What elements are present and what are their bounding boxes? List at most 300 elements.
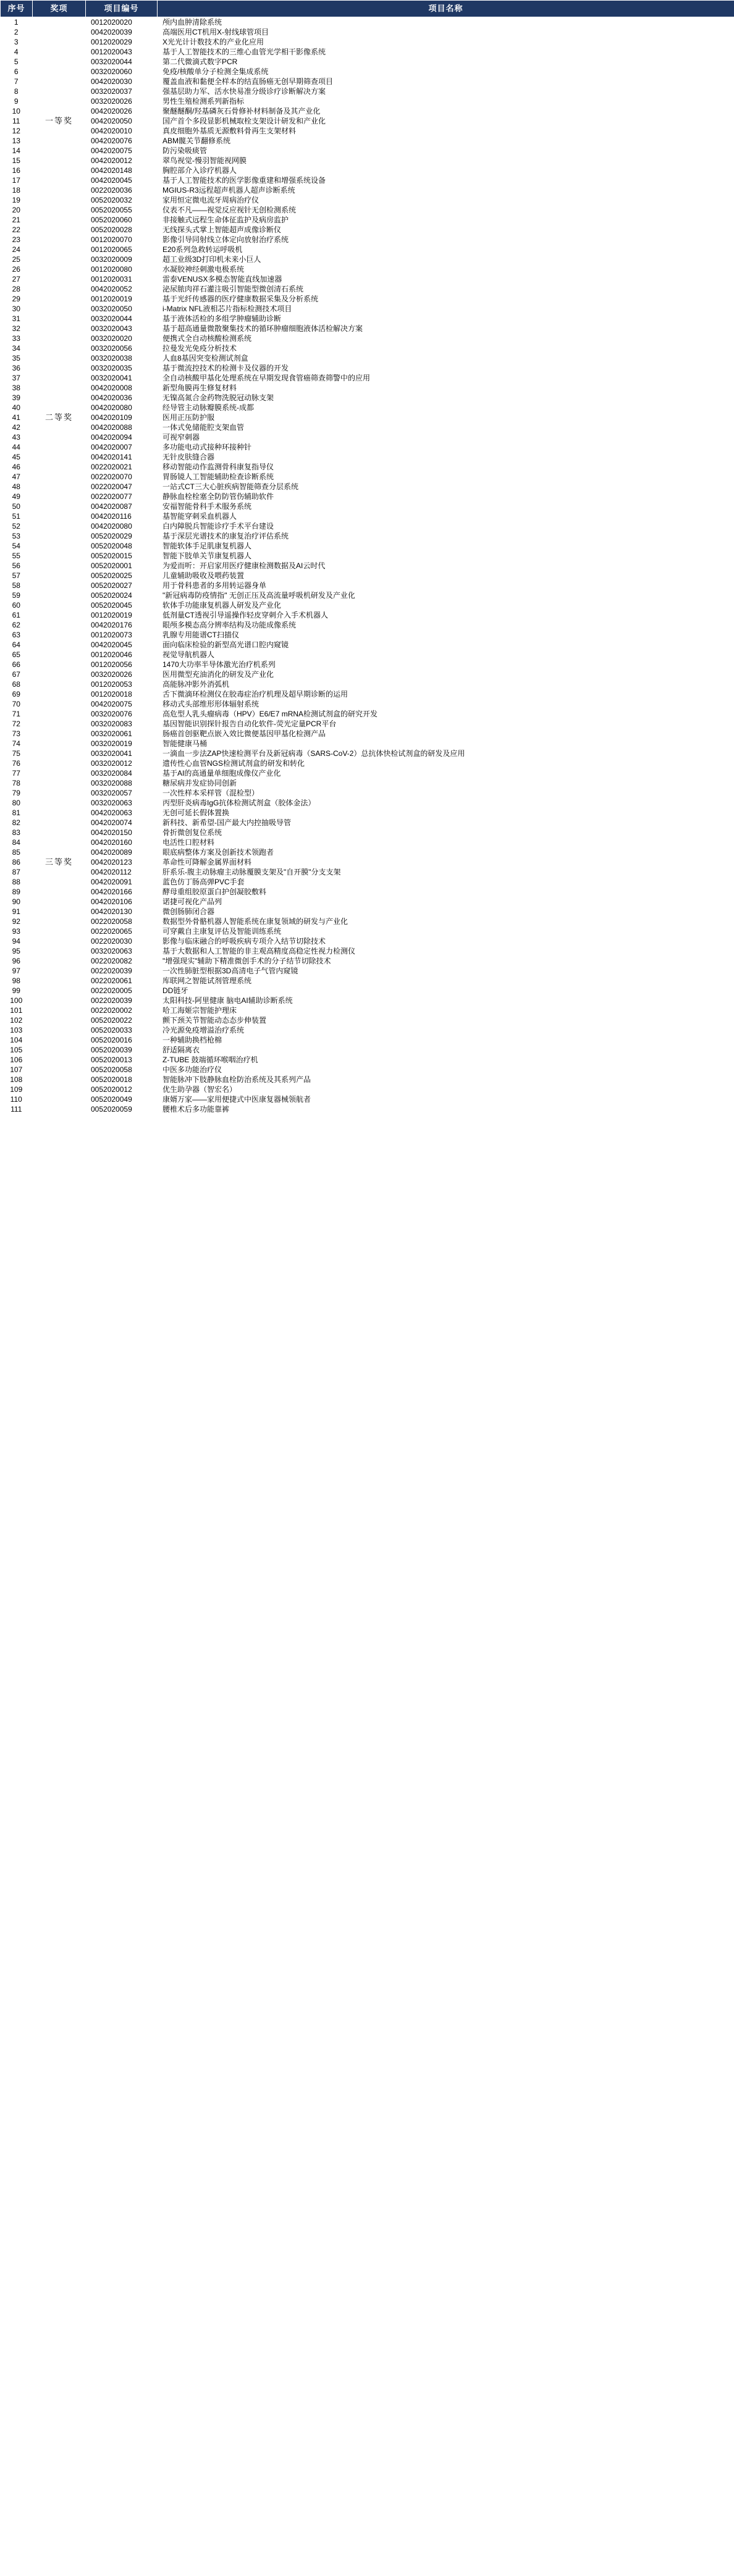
cell-project-name: 非接触式远程生命体征监护及病房监护: [158, 215, 734, 225]
cell-project-name: 雷泰VENUSX多模态智能直线加速器: [158, 274, 734, 284]
cell-project-code: 0012020020: [86, 17, 158, 28]
cell-index: 104: [1, 1035, 33, 1045]
cell-project-code: 0042020045: [86, 175, 158, 185]
cell-project-name: E20系列急救转运呼吸机: [158, 245, 734, 254]
cell-project-code: 0032020056: [86, 343, 158, 353]
cell-project-code: 0052020033: [86, 1025, 158, 1035]
cell-index: 54: [1, 541, 33, 551]
cell-index: 72: [1, 719, 33, 729]
table-row: [1, 729, 734, 739]
cell-project-name: 一种辅助换档枪棉: [158, 1035, 734, 1045]
cell-project-code: 0012020073: [86, 630, 158, 640]
cell-project-code: 0042020052: [86, 284, 158, 294]
cell-index: 56: [1, 561, 33, 571]
cell-project-name: 真皮细胞外基质无源敷料骨再生支架材料: [158, 126, 734, 136]
cell-project-name: 经导管主动脉瓣膜系统-成都: [158, 403, 734, 413]
cell-project-code: 0042020030: [86, 77, 158, 86]
cell-project-name: 高能脉冲影外消弧机: [158, 679, 734, 689]
table-row: [1, 551, 734, 561]
cell-index: 110: [1, 1094, 33, 1104]
cell-project-code: 0052020045: [86, 600, 158, 610]
cell-project-code: 0052020049: [86, 1094, 158, 1104]
cell-project-name: ABM髋关节翻修系统: [158, 136, 734, 146]
cell-index: 82: [1, 818, 33, 828]
award-table: [0, 0, 734, 1114]
table-row: [1, 334, 734, 343]
cell-project-name: 革命性可降解金属界面材料: [158, 857, 734, 867]
cell-index: 32: [1, 324, 33, 334]
cell-index: 7: [1, 77, 33, 86]
cell-index: 93: [1, 926, 33, 936]
cell-project-name: 安福智能骨科手术服务系统: [158, 501, 734, 511]
cell-project-code: 0042020008: [86, 383, 158, 393]
cell-project-code: 0042020036: [86, 393, 158, 403]
cell-project-code: 0042020088: [86, 422, 158, 432]
table-row: [1, 442, 734, 452]
table-row: [1, 185, 734, 195]
cell-project-code: 0032020041: [86, 373, 158, 383]
table-row: [1, 195, 734, 205]
cell-index: 89: [1, 887, 33, 897]
cell-project-code: 0022020039: [86, 996, 158, 1005]
cell-project-name: 糖尿病并发症协同创新: [158, 778, 734, 788]
cell-project-code: 0052020024: [86, 590, 158, 600]
cell-project-code: 0042020106: [86, 897, 158, 907]
cell-project-name: 家用恒定微电流牙周病治疗仪: [158, 195, 734, 205]
cell-project-code: 0052020013: [86, 1055, 158, 1065]
cell-index: 41: [1, 413, 33, 422]
cell-index: 96: [1, 956, 33, 966]
cell-project-code: 0032020009: [86, 254, 158, 264]
table-row: [1, 669, 734, 679]
cell-project-name: 基智能穿刺采血机器人: [158, 511, 734, 521]
table-row: [1, 373, 734, 383]
table-row: [1, 917, 734, 926]
cell-project-code: 0042020109: [86, 413, 158, 422]
table-row: [1, 343, 734, 353]
cell-project-name: 胸腔部介入诊疗机器人: [158, 166, 734, 175]
table-row: [1, 739, 734, 749]
cell-project-name: 白内障脱兵智能诊疗手术平台建设: [158, 521, 734, 531]
table-row: [1, 1025, 734, 1035]
table-row: [1, 986, 734, 996]
cell-project-name: 库联网之智能试剂管理系统: [158, 976, 734, 986]
cell-project-code: 0052020015: [86, 551, 158, 561]
cell-index: 86: [1, 857, 33, 867]
cell-project-name: 高端医用CT机用X-射线球管项目: [158, 27, 734, 37]
table-row: [1, 126, 734, 136]
cell-index: 63: [1, 630, 33, 640]
cell-project-name: 舒适隔离衣: [158, 1045, 734, 1055]
table-row: [1, 432, 734, 442]
table-row: [1, 77, 734, 86]
cell-project-code: 0042020075: [86, 699, 158, 709]
table-row: [1, 1094, 734, 1104]
table-row: [1, 630, 734, 640]
cell-index: 81: [1, 808, 33, 818]
cell-project-name: 骨折微创复位系统: [158, 828, 734, 837]
cell-project-name: 国产首个多段显影机械取栓支架设计研发和产业化: [158, 116, 734, 126]
cell-project-code: 0022020061: [86, 976, 158, 986]
cell-project-code: 0042020166: [86, 887, 158, 897]
cell-index: 80: [1, 798, 33, 808]
cell-project-code: 0052020055: [86, 205, 158, 215]
cell-project-code: 0042020160: [86, 837, 158, 847]
cell-index: 8: [1, 86, 33, 96]
cell-project-name: 水凝胶神经刺激电极系统: [158, 264, 734, 274]
table-header: [1, 1, 734, 17]
cell-project-name: 为爱而听：开启家用医疗健康检测数据及AI云时代: [158, 561, 734, 571]
cell-project-name: 基于光纤传感器的医疗健康数据采集及分析系统: [158, 294, 734, 304]
table-row: [1, 422, 734, 432]
cell-project-name: 哈工海姬宗智能护理床: [158, 1005, 734, 1015]
cell-index: 19: [1, 195, 33, 205]
cell-project-name: 康婿万家——家用便捷式中医康复器械领航者: [158, 1094, 734, 1104]
cell-prize-group: 二等奖: [33, 225, 86, 610]
cell-project-name: 翠鸟视觉-慢羽智能视网膜: [158, 156, 734, 166]
cell-index: 50: [1, 501, 33, 511]
cell-project-code: 0052020022: [86, 1015, 158, 1025]
cell-index: 14: [1, 146, 33, 156]
cell-project-code: 0022020065: [86, 926, 158, 936]
table-row: [1, 482, 734, 492]
cell-project-name: Z-TUBE 鼓端循环喉咽治疗机: [158, 1055, 734, 1065]
table-row: [1, 1015, 734, 1025]
cell-project-code: 0052020025: [86, 571, 158, 581]
cell-index: 6: [1, 67, 33, 77]
table-row: [1, 1075, 734, 1085]
cell-project-name: 一站式CT三大心脏疾病智能筛查分层系统: [158, 482, 734, 492]
cell-index: 30: [1, 304, 33, 314]
table-row: [1, 116, 734, 126]
column-header-code: 项目编号: [86, 1, 158, 17]
cell-project-name: 新型角膜再生修复材料: [158, 383, 734, 393]
cell-project-code: 0012020019: [86, 610, 158, 620]
cell-index: 26: [1, 264, 33, 274]
table-row: [1, 561, 734, 571]
table-row: [1, 1045, 734, 1055]
cell-project-name: 医用正压防护服: [158, 413, 734, 422]
cell-index: 13: [1, 136, 33, 146]
cell-project-name: 影像引导同射线立体定向放射治疗系统: [158, 235, 734, 245]
table-row: [1, 284, 734, 294]
cell-index: 64: [1, 640, 33, 650]
table-row: [1, 254, 734, 264]
cell-index: 74: [1, 739, 33, 749]
cell-project-code: 0022020082: [86, 956, 158, 966]
cell-project-code: 0042020080: [86, 403, 158, 413]
table-row: [1, 768, 734, 778]
table-row: [1, 788, 734, 798]
cell-index: 17: [1, 175, 33, 185]
cell-project-name: 全自动核酸甲基化处理系统在早期发现食管癌筛查筛警中的应用: [158, 373, 734, 383]
cell-project-name: "新冠病毒防疫情指" 无创正压及高流量呼吸机研发及产业化: [158, 590, 734, 600]
cell-project-name: 眼颅多模态高分辨率结构及功能成像系统: [158, 620, 734, 630]
cell-index: 47: [1, 472, 33, 482]
cell-index: 109: [1, 1085, 33, 1094]
table-row: [1, 818, 734, 828]
cell-index: 101: [1, 1005, 33, 1015]
table-row: [1, 650, 734, 660]
cell-project-code: 0032020044: [86, 314, 158, 324]
table-row: [1, 867, 734, 877]
table-row: [1, 689, 734, 699]
cell-index: 87: [1, 867, 33, 877]
cell-project-code: 0042020116: [86, 511, 158, 521]
table-row: [1, 758, 734, 768]
cell-project-code: 0042020012: [86, 156, 158, 166]
cell-project-code: 0042020150: [86, 828, 158, 837]
table-row: [1, 1085, 734, 1094]
table-row: [1, 17, 734, 28]
table-row: [1, 581, 734, 590]
cell-index: 24: [1, 245, 33, 254]
cell-index: 38: [1, 383, 33, 393]
cell-index: 40: [1, 403, 33, 413]
cell-project-name: 智能脉冲下肢静脉血栓防治系统及其系列产品: [158, 1075, 734, 1085]
cell-project-name: 人血8基因突变检测试剂盒: [158, 353, 734, 363]
cell-index: 98: [1, 976, 33, 986]
table-row: [1, 828, 734, 837]
cell-project-code: 0032020026: [86, 669, 158, 679]
cell-project-code: 0042020010: [86, 126, 158, 136]
cell-index: 95: [1, 946, 33, 956]
cell-project-name: 移动智能动作监测骨科康复指导仪: [158, 462, 734, 472]
table-row: [1, 571, 734, 581]
cell-project-name: 中医多功能治疗仪: [158, 1065, 734, 1075]
table-row: [1, 778, 734, 788]
cell-project-name: 影像与临床融合的呼吸疾病专项介入结节切除技术: [158, 936, 734, 946]
cell-project-name: 智能软体手足肌康复机器人: [158, 541, 734, 551]
cell-index: 62: [1, 620, 33, 630]
cell-project-name: 医用微型充油消化的研发及产业化: [158, 669, 734, 679]
cell-index: 99: [1, 986, 33, 996]
table-row: [1, 541, 734, 551]
table-row: [1, 620, 734, 630]
table-row: [1, 353, 734, 363]
table-row: [1, 640, 734, 650]
cell-project-code: 0052020018: [86, 1075, 158, 1085]
cell-index: 73: [1, 729, 33, 739]
cell-project-name: 仪表不凡——视觉反应视针无创检测系统: [158, 205, 734, 215]
cell-project-name: 丙型肝炎病毒IgG抗体检测试剂盒（胶体金法）: [158, 798, 734, 808]
cell-index: 46: [1, 462, 33, 472]
table-row: [1, 808, 734, 818]
cell-index: 61: [1, 610, 33, 620]
cell-project-name: 颅内血肿清除系统: [158, 17, 734, 28]
cell-index: 27: [1, 274, 33, 284]
cell-index: 49: [1, 492, 33, 501]
table-row: [1, 452, 734, 462]
cell-index: 111: [1, 1104, 33, 1114]
cell-project-name: 便携式全自动核酸检测系统: [158, 334, 734, 343]
table-row: [1, 106, 734, 116]
cell-project-code: 0032020038: [86, 353, 158, 363]
cell-index: 106: [1, 1055, 33, 1065]
cell-project-name: DD链牙: [158, 986, 734, 996]
table-row: [1, 225, 734, 235]
cell-project-code: 0012020056: [86, 660, 158, 669]
cell-project-code: 0042020148: [86, 166, 158, 175]
table-row: [1, 492, 734, 501]
cell-index: 52: [1, 521, 33, 531]
cell-project-code: 0012020018: [86, 689, 158, 699]
cell-project-name: 数据型外骨骼机器人智能系统在康复领域的研发与产业化: [158, 917, 734, 926]
table-row: [1, 907, 734, 917]
table-row: [1, 837, 734, 847]
cell-project-name: 儿童辅助吸收及喂药装置: [158, 571, 734, 581]
cell-project-code: 0052020060: [86, 215, 158, 225]
cell-index: 103: [1, 1025, 33, 1035]
cell-project-code: 0032020043: [86, 324, 158, 334]
table-row: [1, 274, 734, 284]
cell-index: 21: [1, 215, 33, 225]
table-row: [1, 719, 734, 729]
cell-project-name: 可穿戴自主康复评估及智能训练系统: [158, 926, 734, 936]
cell-project-code: 0032020041: [86, 749, 158, 758]
cell-index: 12: [1, 126, 33, 136]
table-row: [1, 294, 734, 304]
cell-project-name: 面向临床检验的新型高光谱口腔内窥镜: [158, 640, 734, 650]
cell-index: 55: [1, 551, 33, 561]
table-row: [1, 393, 734, 403]
cell-index: 51: [1, 511, 33, 521]
cell-project-name: 基于人工智能技术的医学影像重建和增强系统设备: [158, 175, 734, 185]
cell-project-code: 0052020039: [86, 1045, 158, 1055]
cell-project-code: 0032020012: [86, 758, 158, 768]
cell-prize-group: 一等奖: [33, 17, 86, 225]
table-row: [1, 47, 734, 57]
cell-index: 23: [1, 235, 33, 245]
cell-project-code: 0032020063: [86, 946, 158, 956]
cell-project-name: 移动式头部维形形体辐射系统: [158, 699, 734, 709]
cell-project-name: 用于骨科患者的多用转运器身单: [158, 581, 734, 590]
cell-project-code: 0042020130: [86, 907, 158, 917]
cell-project-code: 0012020046: [86, 650, 158, 660]
cell-index: 69: [1, 689, 33, 699]
cell-project-name: 无镍高氮合金药物洗脱冠动脉支架: [158, 393, 734, 403]
cell-project-code: 0012020019: [86, 294, 158, 304]
cell-index: 43: [1, 432, 33, 442]
cell-index: 16: [1, 166, 33, 175]
table-row: [1, 1104, 734, 1114]
cell-project-code: 0042020094: [86, 432, 158, 442]
table-row: [1, 37, 734, 47]
cell-project-name: 胃肠镜人工智能辅助检查诊断系统: [158, 472, 734, 482]
table-row: [1, 887, 734, 897]
cell-project-code: 0052020032: [86, 195, 158, 205]
table-row: [1, 472, 734, 482]
cell-index: 53: [1, 531, 33, 541]
cell-project-name: 一滴血一步法ZAP快速检测平台及新冠病毒（SARS-CoV-2）总抗体快检试剂盒的研发及应用: [158, 749, 734, 758]
cell-index: 34: [1, 343, 33, 353]
cell-project-code: 0042020026: [86, 106, 158, 116]
cell-project-name: 软体手功能康复机器人研发及产业化: [158, 600, 734, 610]
cell-index: 105: [1, 1045, 33, 1055]
table-row: [1, 96, 734, 106]
cell-project-name: 静脉血栓栓塞全防防管伤辅助软件: [158, 492, 734, 501]
cell-index: 58: [1, 581, 33, 590]
table-row: [1, 314, 734, 324]
cell-project-name: MGIUS-R3远程超声机器人超声诊断系统: [158, 185, 734, 195]
table-row: [1, 926, 734, 936]
cell-project-code: 0032020057: [86, 788, 158, 798]
cell-index: 44: [1, 442, 33, 452]
cell-project-code: 0032020061: [86, 729, 158, 739]
cell-project-code: 0032020076: [86, 709, 158, 719]
cell-project-name: 腰椎术后多功能靠裤: [158, 1104, 734, 1114]
table-row: [1, 57, 734, 67]
cell-project-name: 遗传性心血管NGS检测试剂盒的研发和转化: [158, 758, 734, 768]
table-row: [1, 175, 734, 185]
cell-project-code: 0022020077: [86, 492, 158, 501]
table-row: [1, 699, 734, 709]
cell-project-code: 0042020123: [86, 857, 158, 867]
cell-project-code: 0042020080: [86, 521, 158, 531]
cell-project-name: 蓝色仿丁肠高弹PVC手套: [158, 877, 734, 887]
cell-project-code: 0022020005: [86, 986, 158, 996]
cell-project-name: 基于超高通量微散聚集技术的循环肿瘤细胞液体活检解决方案: [158, 324, 734, 334]
cell-index: 97: [1, 966, 33, 976]
cell-project-code: 0042020087: [86, 501, 158, 511]
cell-index: 68: [1, 679, 33, 689]
cell-project-code: 0032020088: [86, 778, 158, 788]
cell-index: 65: [1, 650, 33, 660]
cell-project-name: 可视窄刺器: [158, 432, 734, 442]
cell-project-code: 0052020048: [86, 541, 158, 551]
table-row: [1, 146, 734, 156]
table-row: [1, 501, 734, 511]
table-row: [1, 235, 734, 245]
cell-project-code: 0012020043: [86, 47, 158, 57]
cell-project-name: 防污染吸痰管: [158, 146, 734, 156]
table-row: [1, 156, 734, 166]
cell-index: 102: [1, 1015, 33, 1025]
table-row: [1, 86, 734, 96]
cell-index: 60: [1, 600, 33, 610]
cell-project-name: 诺捷可视化产品列: [158, 897, 734, 907]
cell-project-name: 基因智能识别探针报告自动化软件-荧光定量PCR平台: [158, 719, 734, 729]
table-row: [1, 383, 734, 393]
cell-project-name: i-Matrix NFL液相芯片指标检测技术项目: [158, 304, 734, 314]
table-row: [1, 363, 734, 373]
cell-project-name: 新科技、新希望-国产最大内控抽吸导管: [158, 818, 734, 828]
cell-project-code: 0022020036: [86, 185, 158, 195]
cell-index: 59: [1, 590, 33, 600]
cell-project-code: 0042020076: [86, 136, 158, 146]
cell-project-name: 酵母重组胶原蛋白护创凝胶敷料: [158, 887, 734, 897]
cell-project-name: 免疫/核酸单分子检测全集成系统: [158, 67, 734, 77]
cell-index: 3: [1, 37, 33, 47]
cell-index: 29: [1, 294, 33, 304]
cell-index: 9: [1, 96, 33, 106]
table-row: [1, 413, 734, 422]
cell-project-code: 0032020084: [86, 768, 158, 778]
cell-project-code: 0012020070: [86, 235, 158, 245]
cell-project-name: 肠癌首创驱靶点嵌入效比微便基因甲基化检测产品: [158, 729, 734, 739]
cell-index: 5: [1, 57, 33, 67]
cell-index: 100: [1, 996, 33, 1005]
table-row: [1, 857, 734, 867]
cell-project-name: 泌尿脓肉祥石灌注吸引智能型微创清石系统: [158, 284, 734, 294]
cell-index: 42: [1, 422, 33, 432]
cell-project-code: 0042020075: [86, 146, 158, 156]
cell-index: 70: [1, 699, 33, 709]
cell-project-code: 0042020112: [86, 867, 158, 877]
cell-project-code: 0032020037: [86, 86, 158, 96]
cell-project-name: 一体式免储能腔支架血管: [158, 422, 734, 432]
cell-project-code: 0022020058: [86, 917, 158, 926]
